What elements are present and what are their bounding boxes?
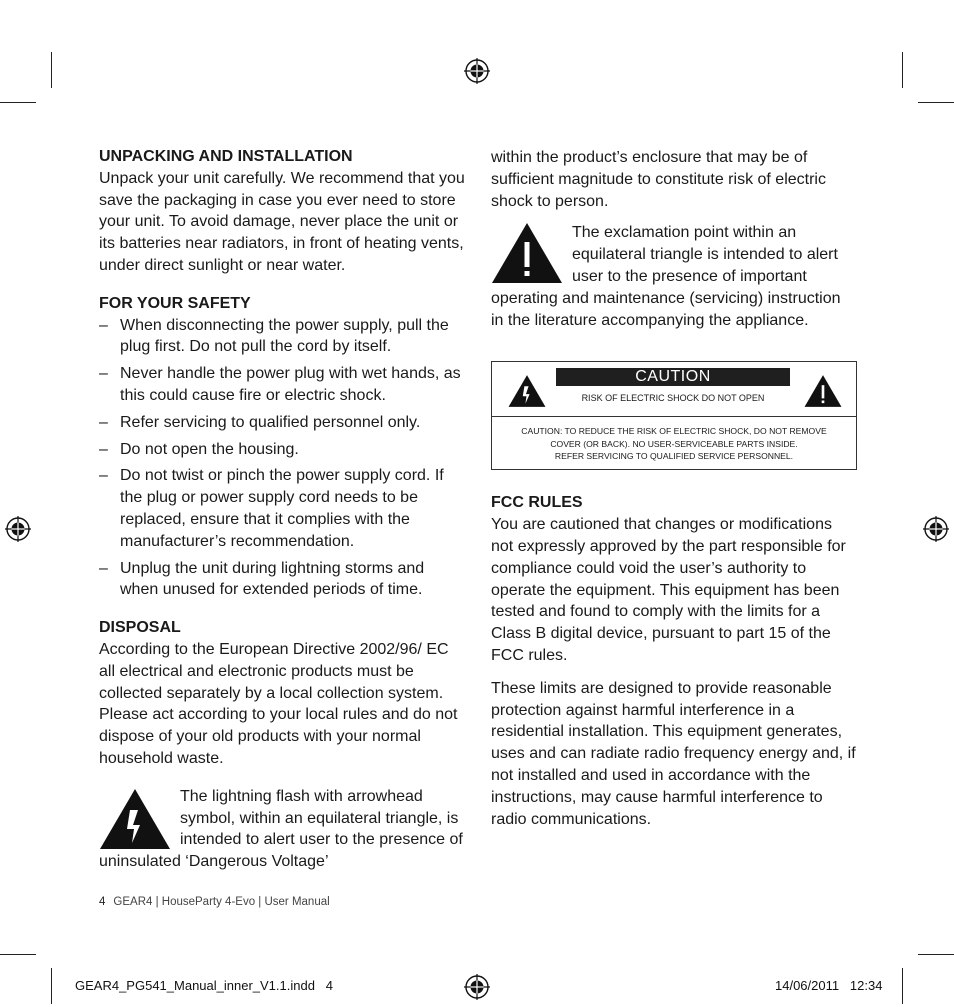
lightning-note — [99, 786, 465, 873]
lightning-note-text: The lightning flash with arrowhead symbol, within an equilateral triangle, is intended to alert user to the presence of uninsulated ‘Dangerous Voltage’ — [99, 787, 463, 871]
crop-mark — [51, 52, 52, 88]
registration-mark-icon — [5, 516, 31, 542]
disposal-section — [99, 617, 465, 770]
crop-mark — [902, 968, 903, 1004]
unpacking-heading: UNPACKING AND INSTALLATION — [99, 148, 353, 165]
exclamation-triangle-icon — [804, 374, 842, 408]
caution-label — [491, 361, 857, 470]
fcc-paragraph: You are cautioned that changes or modifications not expressly approved by the part responsible for compliance could void the user’s authority to operate the equipment. This equipment has been tested and found to comply with the limits for a Class B digital device, pursuant to part 15 of the FCC rules. — [491, 516, 846, 664]
lightning-triangle-icon — [508, 374, 546, 408]
disposal-body: According to the European Directive 2002/96/ EC all electrical and electronic products must be collected separately by a local collection system. Please act according to your local rules and do not dispose of your old products with your normal household waste. — [99, 640, 458, 767]
list-item: – Refer servicing to qualified personnel only. — [99, 412, 465, 434]
list-item: – Do not twist or pinch the power supply cord. If the plug or power supply cord needs to be replaced, ensure that it complies with the manufacturer’s recommendation. — [99, 465, 465, 552]
exclamation-triangle-icon — [491, 222, 563, 284]
unpacking-section — [99, 146, 465, 277]
crop-mark — [0, 954, 36, 955]
exclamation-note-text: The exclamation point within an equilateral triangle is intended to alert user to the presence of important operating and maintenance (servicing) instruction in the literature accompanying the appliance. — [491, 224, 841, 329]
crop-mark — [902, 52, 903, 88]
list-item: – When disconnecting the power supply, pull the plug first. Do not pull the cord by itself. — [99, 315, 465, 359]
registration-mark-icon — [923, 516, 949, 542]
exclamation-note — [491, 222, 857, 331]
slug-datetime: 14/06/2011 12:34 — [775, 978, 883, 993]
page-footer — [99, 896, 330, 908]
caution-line: REFER SERVICING TO QUALIFIED SERVICE PERSONNEL. — [554, 451, 794, 462]
caution-warning-text — [492, 417, 856, 463]
crop-mark — [918, 102, 954, 103]
crop-mark — [51, 968, 52, 1004]
right-column — [491, 147, 857, 846]
registration-mark-icon — [464, 58, 490, 84]
disposal-heading: DISPOSAL — [99, 619, 181, 637]
crop-mark — [918, 954, 954, 955]
footer-text: GEAR4 | HouseParty 4-Evo | User Manual — [113, 896, 330, 908]
page-number: 4 — [99, 896, 106, 908]
continuation-text: within the product’s enclosure that may be of sufficient magnitude to constitute risk of electric shock to person. — [491, 149, 826, 210]
fcc-section — [491, 492, 857, 830]
list-item: – Do not open the housing. — [99, 439, 465, 461]
registration-mark-icon — [464, 974, 490, 1000]
crop-mark — [0, 102, 36, 103]
slug-filename: GEAR4_PG541_Manual_inner_V1.1.indd 4 — [75, 978, 334, 993]
lightning-triangle-icon — [99, 788, 171, 850]
fcc-heading: FCC RULES — [491, 494, 583, 512]
caution-subtitle: RISK OF ELECTRIC SHOCK DO NOT OPEN — [581, 393, 765, 404]
caution-header — [492, 362, 856, 417]
list-item: – Unplug the unit during lightning storms and when unused for extended periods of time. — [99, 558, 465, 602]
list-item: – Never handle the power plug with wet hands, as this could cause fire or electric shock. — [99, 363, 465, 407]
caution-line: COVER (OR BACK). NO USER-SERVICEABLE PARTS INSIDE. — [550, 438, 798, 449]
caution-line: CAUTION: TO REDUCE THE RISK OF ELECTRIC SHOCK, DO NOT REMOVE — [521, 426, 827, 437]
fcc-paragraph: These limits are designed to provide reasonable protection against harmful interference in a residential installation. This equipment generates, uses and can radiate radio frequency energy and, if not installed and used in accordance with the instructions, may cause harmful interference to radio communications. — [491, 679, 856, 828]
safety-list — [99, 315, 465, 602]
left-column — [99, 146, 465, 873]
caution-title: CAUTION — [556, 368, 790, 386]
safety-heading: FOR YOUR SAFETY — [99, 294, 251, 312]
safety-section — [99, 293, 465, 601]
unpacking-body: Unpack your unit carefully. We recommend that you save the packaging in case you ever need to store your unit. To avoid damage, never place the unit or its batteries near radiators, in front of heating vents, under direct sunlight or near water. — [99, 169, 465, 274]
